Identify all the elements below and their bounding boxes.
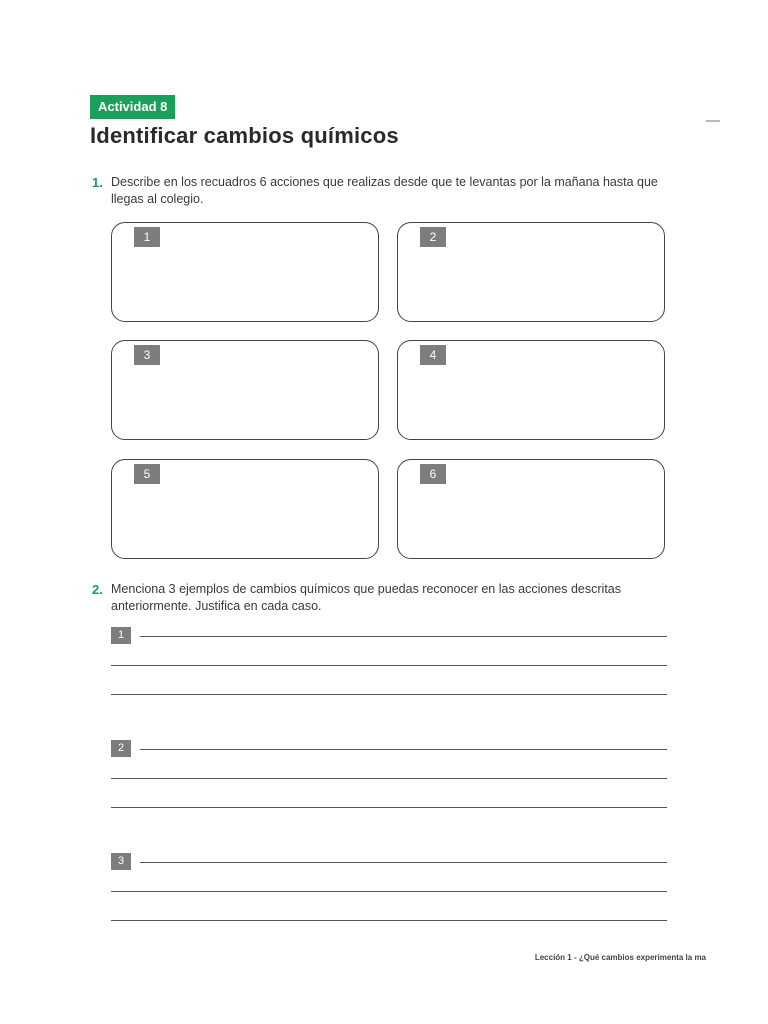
answer-box-4[interactable]: [397, 340, 665, 440]
question-1-text: Describe en los recuadros 6 acciones que realizas desde que te levantas por la mañana hasta que llegas al colegio.: [111, 175, 658, 206]
answer-number-1: 1: [111, 627, 131, 644]
page-edge-mark: [706, 120, 720, 122]
box-number-5: 5: [134, 464, 160, 484]
answer-box-6[interactable]: [397, 459, 665, 559]
page-footer: Lección 1 - ¿Qué cambios experimenta la ma: [534, 953, 706, 962]
answer-line-3a[interactable]: [140, 862, 667, 863]
box-number-4: 4: [420, 345, 446, 365]
activity-badge: Actividad 8: [90, 95, 175, 119]
question-2-number: 2.: [92, 582, 103, 597]
answer-line-1b[interactable]: [111, 665, 667, 666]
answer-number-3: 3: [111, 853, 131, 870]
page-title: Identificar cambios químicos: [90, 123, 399, 148]
answer-line-2b[interactable]: [111, 778, 667, 779]
box-number-3: 3: [134, 345, 160, 365]
answer-line-2a[interactable]: [140, 749, 667, 750]
answer-box-2[interactable]: [397, 222, 665, 322]
answer-box-3[interactable]: [111, 340, 379, 440]
box-number-1: 1: [134, 227, 160, 247]
answer-line-1c[interactable]: [111, 694, 667, 695]
box-number-2: 2: [420, 227, 446, 247]
answer-line-2c[interactable]: [111, 807, 667, 808]
question-2-text: Menciona 3 ejemplos de cambios químicos que puedas reconocer en las acciones descritas anteriormente. Justifica en cada caso.: [111, 582, 622, 613]
answer-line-3b[interactable]: [111, 891, 667, 892]
answer-line-1a[interactable]: [140, 636, 667, 637]
answer-box-5[interactable]: [111, 459, 379, 559]
answer-number-2: 2: [111, 740, 131, 757]
box-number-6: 6: [420, 464, 446, 484]
answer-box-1[interactable]: [111, 222, 379, 322]
answer-line-3c[interactable]: [111, 920, 667, 921]
question-1-number: 1.: [92, 175, 103, 190]
